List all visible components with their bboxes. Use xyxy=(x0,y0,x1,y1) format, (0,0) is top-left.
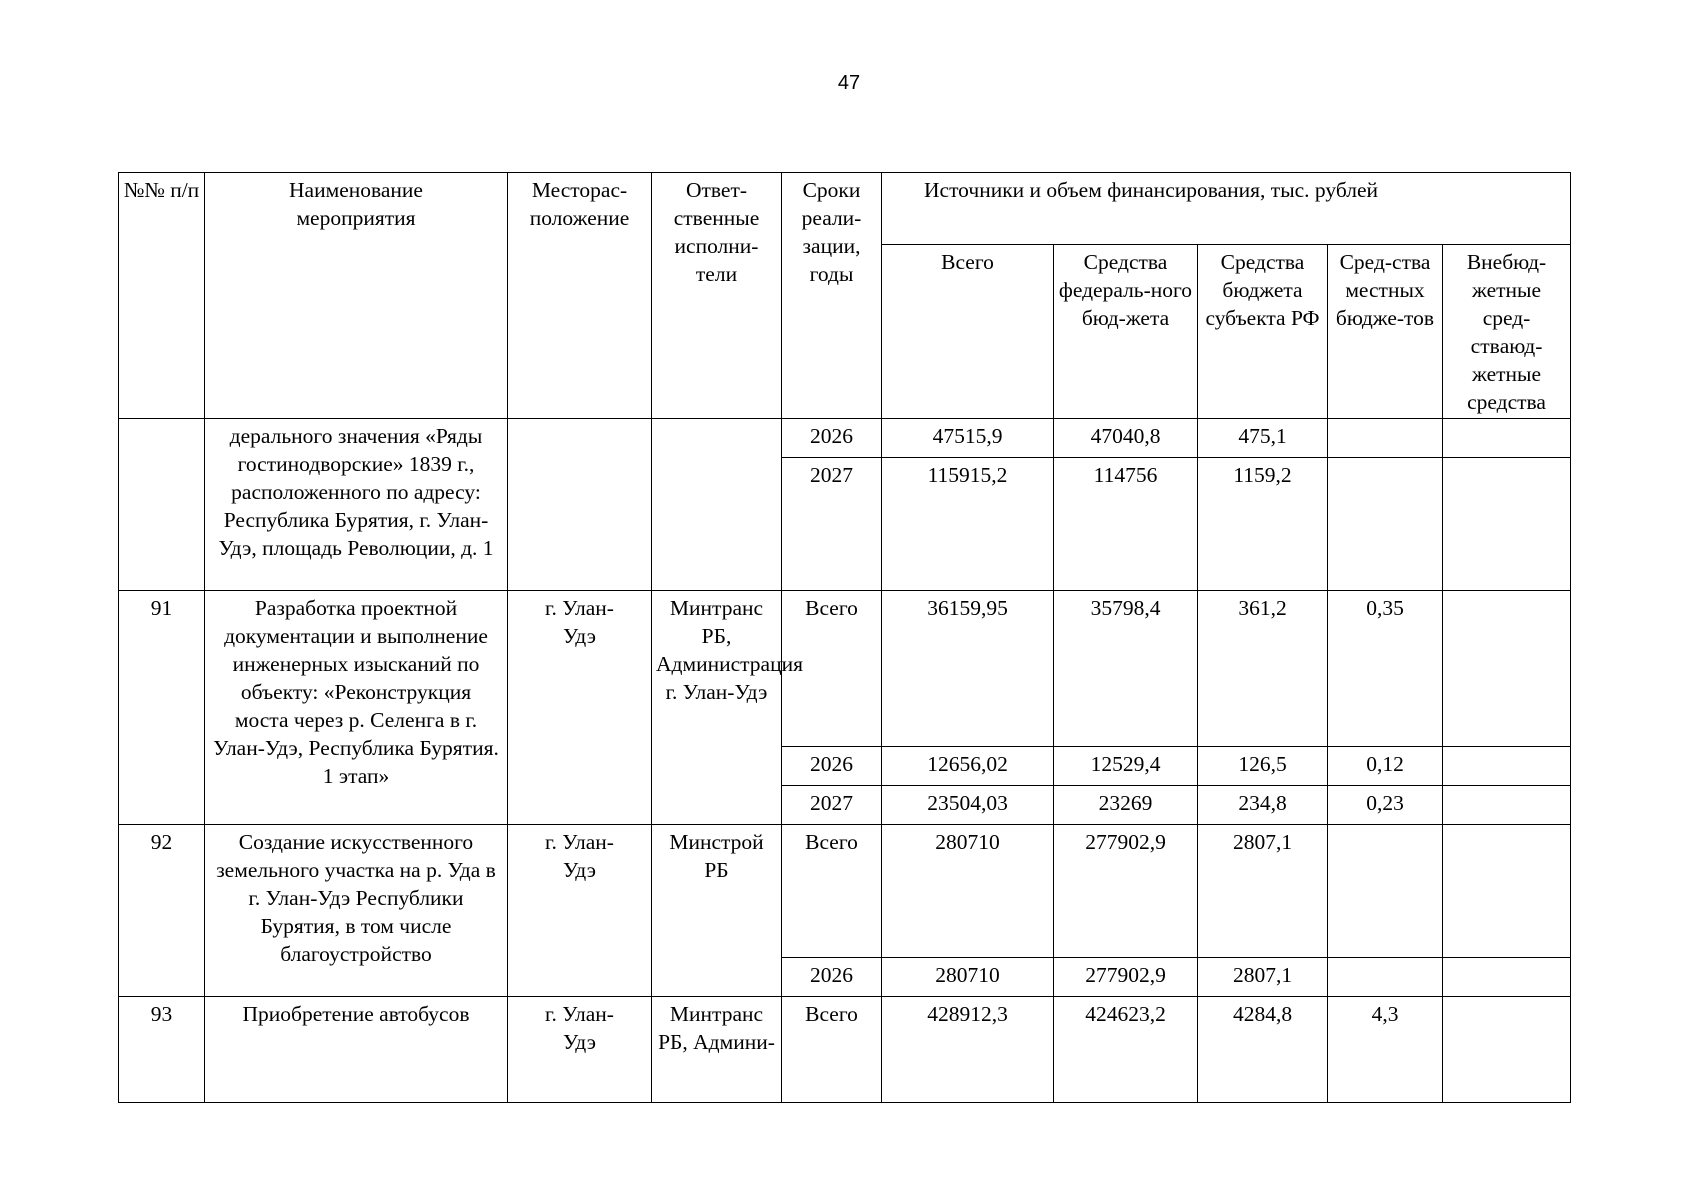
period-cell: 2027 xyxy=(782,786,882,825)
local-cell xyxy=(1328,458,1443,591)
subject-cell: 234,8 xyxy=(1198,786,1328,825)
header-subject: Средства бюджета субъекта РФ xyxy=(1198,245,1328,419)
subject-cell: 126,5 xyxy=(1198,747,1328,786)
extra-cell xyxy=(1443,419,1571,458)
table-row xyxy=(119,419,1571,458)
item-executors-cell: Минтранс РБ, Админи- xyxy=(652,997,782,1103)
header-funding: Источники и объем финансирования, тыс. рублей xyxy=(882,173,1571,245)
total-cell: 36159,95 xyxy=(882,591,1054,747)
table-row xyxy=(119,591,1571,747)
total-cell: 115915,2 xyxy=(882,458,1054,591)
header-period: Сроки реали-зации, годы xyxy=(782,173,882,419)
item-name-cell: Создание искусственного земельного участка на р. Уда в г. Улан-Удэ Республики Бурятия, в том числе благоустройство xyxy=(205,825,508,997)
local-cell: 4,3 xyxy=(1328,997,1443,1103)
cont-num-cell xyxy=(119,419,205,591)
extra-cell xyxy=(1443,591,1571,747)
period-cell: Всего xyxy=(782,997,882,1103)
period-cell: 2026 xyxy=(782,958,882,997)
item-executors-cell: Минстрой РБ xyxy=(652,825,782,997)
header-local: Сред-ства местных бюдже-тов xyxy=(1328,245,1443,419)
cont-location-cell xyxy=(508,419,652,591)
item-executors-cell: Минтранс РБ, Администрация г. Улан-Удэ xyxy=(652,591,782,825)
subject-cell: 2807,1 xyxy=(1198,958,1328,997)
extra-cell xyxy=(1443,825,1571,958)
federal-cell: 277902,9 xyxy=(1054,825,1198,958)
extra-cell xyxy=(1443,997,1571,1103)
period-cell: 2026 xyxy=(782,419,882,458)
header-num: №№ п/п xyxy=(119,173,205,419)
header-extra: Внебюд-жетные сред-ствaюд-жетные средства xyxy=(1443,245,1571,419)
extra-cell xyxy=(1443,958,1571,997)
total-cell: 428912,3 xyxy=(882,997,1054,1103)
table-row xyxy=(119,825,1571,958)
local-cell: 0,12 xyxy=(1328,747,1443,786)
table-row xyxy=(119,997,1571,1103)
federal-cell: 277902,9 xyxy=(1054,958,1198,997)
local-cell: 0,23 xyxy=(1328,786,1443,825)
budget-table xyxy=(118,172,1571,1103)
header-name: Наименование мероприятия xyxy=(205,173,508,419)
subject-cell: 4284,8 xyxy=(1198,997,1328,1103)
federal-cell: 23269 xyxy=(1054,786,1198,825)
local-cell: 0,35 xyxy=(1328,591,1443,747)
subject-cell: 475,1 xyxy=(1198,419,1328,458)
extra-cell xyxy=(1443,786,1571,825)
header-federal: Средства федераль-ного бюд-жета xyxy=(1054,245,1198,419)
local-cell xyxy=(1328,825,1443,958)
header-location: Месторас-положение xyxy=(508,173,652,419)
item-location-cell: г. Улан-Удэ xyxy=(508,591,652,825)
table-header xyxy=(119,173,1571,419)
extra-cell xyxy=(1443,458,1571,591)
period-cell: Всего xyxy=(782,591,882,747)
cont-name-cell: дерального значения «Ряды гостинодворские» 1839 г., расположенного по адресу: Республика Бурятия, г. Улан-Удэ, площадь Революции, д. 1 xyxy=(205,419,508,591)
federal-cell: 12529,4 xyxy=(1054,747,1198,786)
item-num-cell: 93 xyxy=(119,997,205,1103)
item-name-cell: Разработка проектной документации и выполнение инженерных изысканий по объекту: «Реконструкция моста через р. Селенга в г. Улан-Удэ, Республика Бурятия. 1 этап» xyxy=(205,591,508,825)
total-cell: 12656,02 xyxy=(882,747,1054,786)
federal-cell: 424623,2 xyxy=(1054,997,1198,1103)
item-location-cell: г. Улан-Удэ xyxy=(508,825,652,997)
total-cell: 280710 xyxy=(882,958,1054,997)
total-cell: 47515,9 xyxy=(882,419,1054,458)
federal-cell: 114756 xyxy=(1054,458,1198,591)
item-name-cell: Приобретение автобусов xyxy=(205,997,508,1103)
total-cell: 23504,03 xyxy=(882,786,1054,825)
federal-cell: 47040,8 xyxy=(1054,419,1198,458)
item-num-cell: 92 xyxy=(119,825,205,997)
period-cell: 2026 xyxy=(782,747,882,786)
period-cell: Всего xyxy=(782,825,882,958)
item-num-cell: 91 xyxy=(119,591,205,825)
federal-cell: 35798,4 xyxy=(1054,591,1198,747)
extra-cell xyxy=(1443,747,1571,786)
page-number: 47 xyxy=(837,72,861,94)
local-cell xyxy=(1328,958,1443,997)
header-executors: Ответ-ственные исполни-тели xyxy=(652,173,782,419)
header-total: Всего xyxy=(882,245,1054,419)
period-cell: 2027 xyxy=(782,458,882,591)
item-location-cell: г. Улан-Удэ xyxy=(508,997,652,1103)
subject-cell: 2807,1 xyxy=(1198,825,1328,958)
subject-cell: 1159,2 xyxy=(1198,458,1328,591)
local-cell xyxy=(1328,419,1443,458)
total-cell: 280710 xyxy=(882,825,1054,958)
subject-cell: 361,2 xyxy=(1198,591,1328,747)
cont-executors-cell xyxy=(652,419,782,591)
